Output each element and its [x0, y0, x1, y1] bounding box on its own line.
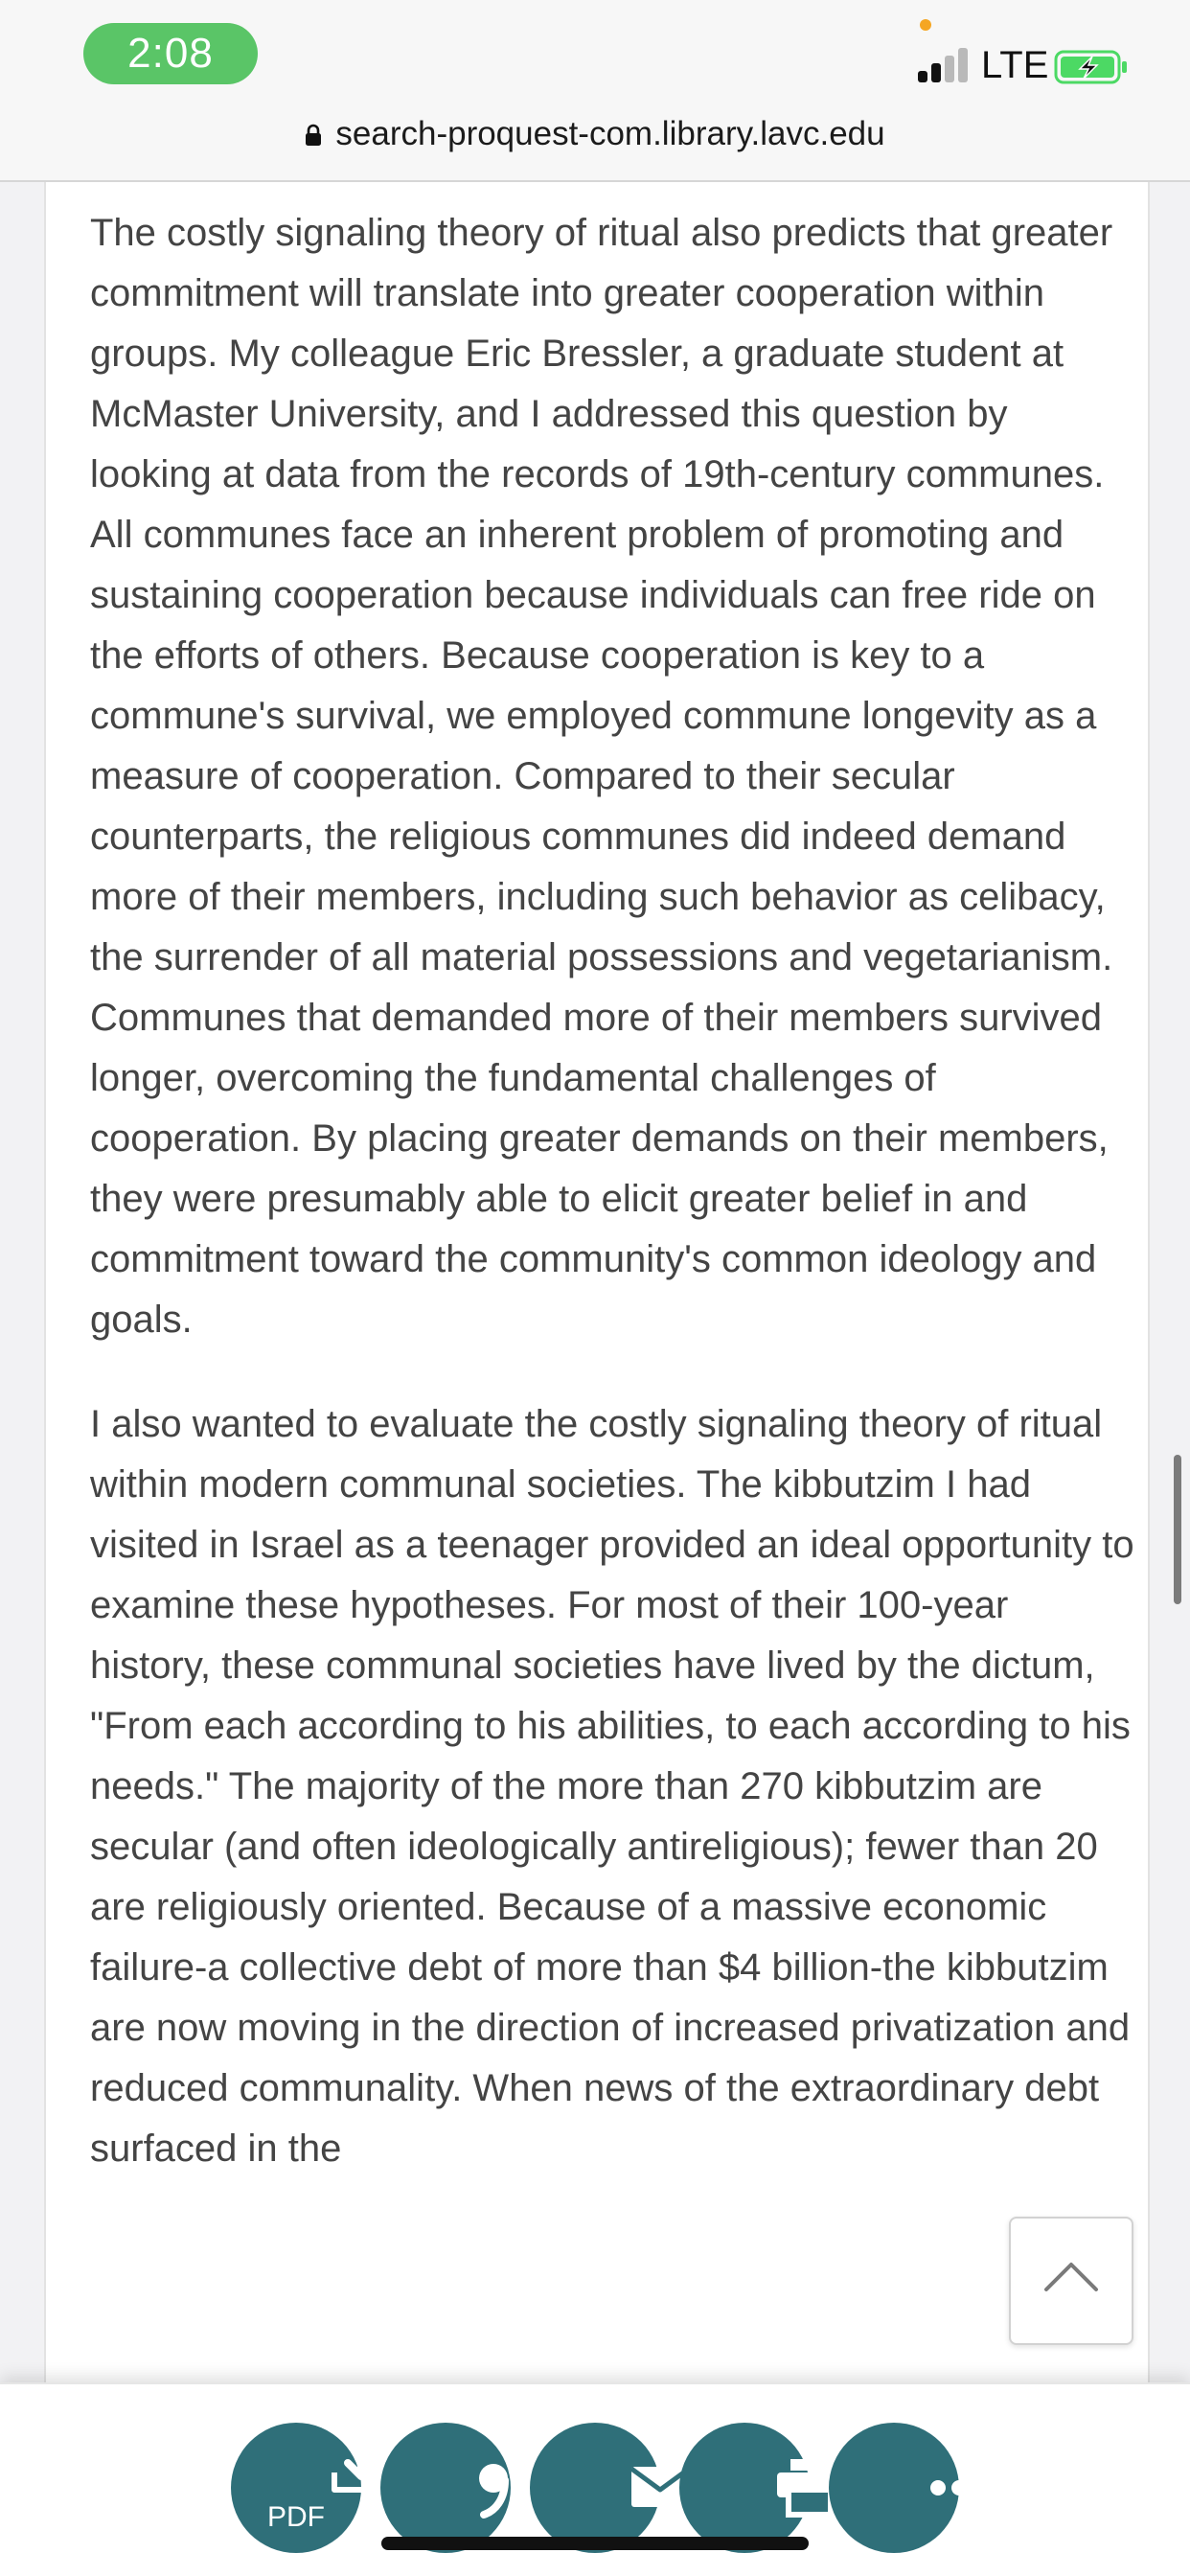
url-text: search-proquest-com.library.lavc.edu — [335, 115, 885, 152]
signal-bars-icon — [918, 44, 975, 82]
chevron-up-icon — [1042, 2257, 1100, 2295]
email-button[interactable] — [530, 2423, 660, 2553]
more-button[interactable] — [829, 2423, 959, 2553]
scrollbar-thumb[interactable] — [1174, 1455, 1181, 1604]
cite-button[interactable] — [380, 2423, 511, 2553]
home-indicator[interactable] — [381, 2537, 809, 2550]
status-time: 2:08 — [83, 23, 258, 84]
pdf-button-label: PDF — [267, 2501, 325, 2533]
print-button[interactable] — [679, 2423, 810, 2553]
back-to-top-button[interactable] — [1009, 2217, 1133, 2345]
recording-dot-icon — [920, 19, 931, 31]
article-paragraph: I also wanted to evaluate the costly signaling theory of ritual within modern communal societies. The kibbutzim I had visited in Israel as a teenager provided an ideal opportunity to examine these hypotheses. For most of their 100-year history, these communal societies have lived by the dictum, "From each according to his abilities, to each according to his needs." The majority of the more than 270 kibbutzim are secular (and often ideologically antireligious); fewer than 20 are religiously oriented. Because of a massive economic failure-a collective debt of more than $4 billion-the kibbutzim are now moving in the direction of increased privatization and reduced communality. When news of the extraordinary debt surfaced in the — [90, 1403, 1134, 2170]
browser-top-bar — [0, 0, 1190, 182]
download-pdf-button[interactable] — [231, 2423, 361, 2553]
url-bar[interactable] — [0, 105, 1190, 163]
network-type: LTE — [981, 44, 1049, 86]
battery-charging-icon — [1054, 48, 1131, 86]
more-dots-icon — [894, 2423, 1024, 2553]
article-paragraph: The costly signaling theory of ritual also predicts that greater commitment will translate into greater cooperation within groups. My colleague Eric Bressler, a graduate student at McMaster University, and I addressed this question by looking at data from the records of 19th-century communes. All communes face an inherent problem of promoting and sustaining cooperation because individuals can free ride on the efforts of others. Because cooperation is key to a commune's survival, we employed commune longevity as a measure of cooperation. Compared to their secular counterparts, the religious communes did indeed demand more of their members, including such behavior as celibacy, the surrender of all material possessions and vegetarianism. Communes that demanded more of their members survived longer, overcoming the fundamental challenges of cooperation. By placing greater demands on their members, they were presumably able to elicit greater belief in and commitment toward the community's common ideology and goals. — [90, 212, 1113, 1341]
article-container — [44, 182, 1150, 2386]
article-body — [90, 203, 1134, 2223]
lock-icon — [305, 124, 322, 147]
